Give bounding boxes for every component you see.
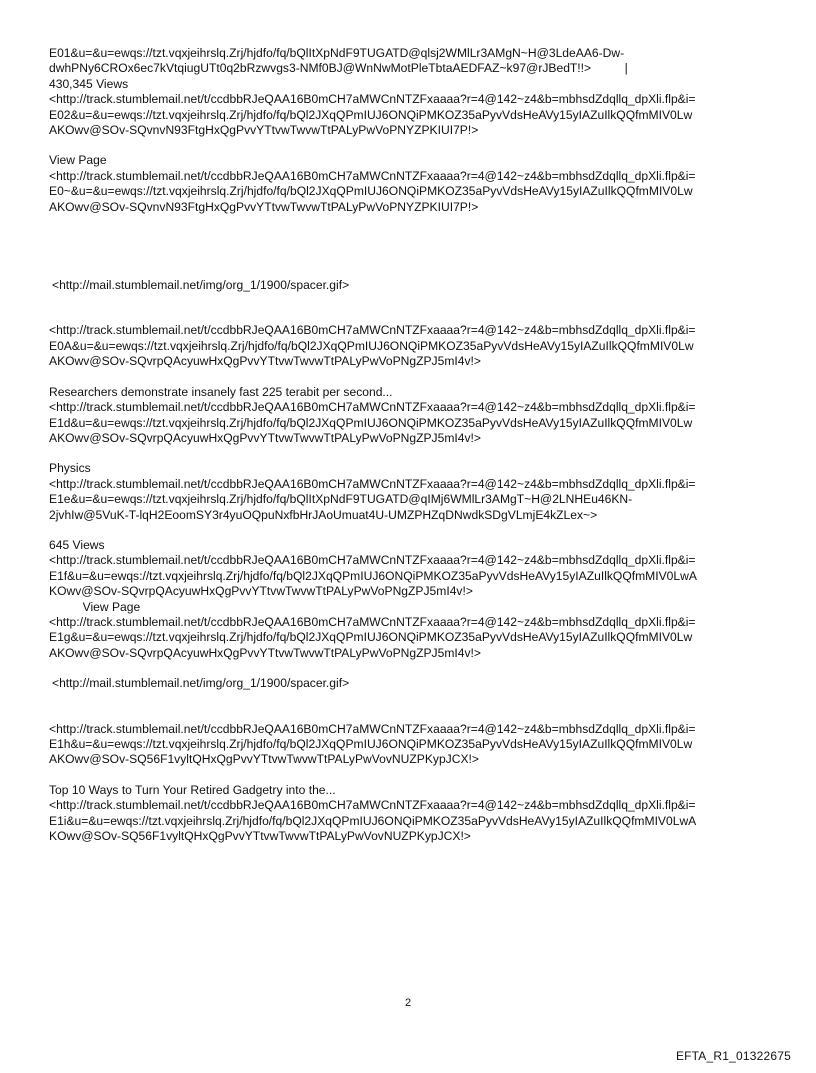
text-block-tracking-link: <http://track.stumblemail.net/t/ccdbbRJeQAA16B0mCH7aMWCnNTZFxaaaa?r=4@142~z4&b=mbhsdZdqllq_dpXli.flp&i= E0A&u=&u=ewqs://tzt.vqxjeihrslq.Zrj/hjdfo/fq/bQl2JXqQPmIUJ6ONQiPMKOZ35aPyvVdsHeAVy15yIAZuIlkQQfmMIV0Lw AKOwv@SOv-SQvrpQAcyuwHxQgPvvYTtvwTwvwTtPALyPwVoPNgZPJ5mI4v!>: [49, 323, 696, 369]
text-block-645-views: 645 Views <http://track.stumblemail.net/t/ccdbbRJeQAA16B0mCH7aMWCnNTZFxaaaa?r=4@142~z4&b=mbhsdZdqllq_dpXli.flp&i= E1f&u=&u=ewqs://tzt.vqxjeihrslq.Zrj/hjdfo/fq/bQl2JXqQPmIUJ6ONQiPMKOZ35aPyvVdsHeAVy15yIAZuIlkQQfmMIV0LwA KOwv@SOv-SQvrpQAcyuwHxQgPvvYTtvwTwvwTtPALyPwVoPNgZPJ5mI4v!> View Page <http://track.stumblemail.net/t/ccdbbRJeQAA16B0mCH7aMWCnNTZFxaaaa?r=4@142~z4&b=mbhsdZdqllq_dpXli.flp&i= E1g&u=&u=ewqs://tzt.vqxjeihrslq.Zrj/hjdfo/fq/bQl2JXqQPmIUJ6ONQiPMKOZ35aPyvVdsHeAVy15yIAZuIlkQQfmMIV0Lw AKOwv@SOv-SQvrpQAcyuwHxQgPvvYTtvwTwvwTtPALyPwVoPNgZPJ5mI4v!>: [49, 537, 697, 660]
text-block-view-page: View Page <http://track.stumblemail.net/t/ccdbbRJeQAA16B0mCH7aMWCnNTZFxaaaa?r=4@142~z4&b=mbhsdZdqllq_dpXli.flp&i= E0~&u=&u=ewqs://tzt.vqxjeihrslq.Zrj/hjdfo/fq/bQl2JXqQPmIUJ6ONQiPMKOZ35aPyvVdsHeAVy15yIAZuIlkQQfmMIV0Lw AKOwv@SOv-SQvnvN93FtgHxQgPvvYTtvwTwvwTtPALyPwVoPNYZPKIUI7P!>: [49, 153, 696, 214]
page-number: 2: [404, 997, 412, 1009]
text-block-physics: Physics <http://track.stumblemail.net/t/ccdbbRJeQAA16B0mCH7aMWCnNTZFxaaaa?r=4@142~z4&b=mbhsdZdqllq_dpXli.flp&i= E1e&u=&u=ewqs://tzt.vqxjeihrslq.Zrj/hjdfo/fq/bQlItXpNdF9TUGATD@qIMj6WMlLr3AMgT~H@2LNHEu46KN- 2jvhIw@5VuK-T-lqH2EoomSY3r4yuOQpuNxfbHrJAoUmuat4U-UMZPHZqDNwdkSDgVLmjE4kZLex~>: [49, 461, 696, 522]
document-body: [49, 46, 779, 844]
text-block-top10-headline: Top 10 Ways to Turn Your Retired Gadgetry into the... <http://track.stumblemail.net/t/ccdbbRJeQAA16B0mCH7aMWCnNTZFxaaaa?r=4@142~z4&b=mbhsdZdqllq_dpXli.flp&i= E1i&u=&u=ewqs://tzt.vqxjeihrslq.Zrj/hjdfo/fq/bQl2JXqQPmIUJ6ONQiPMKOZ35aPyvVdsHeAVy15yIAZuIlkQQfmMIV0LwA KOwv@SOv-SQ56F1vyltQHxQgPvvYTtvwTwvwTtPALyPwVovNUZPKypJCX!>: [49, 782, 697, 844]
text-block-views-count: E01&u=&u=ewqs://tzt.vqxjeihrslq.Zrj/hjdfo/fq/bQlItXpNdF9TUGATD@qlsj2WMlLr3AMgN~H@3LdeAA6-Dw- dwhPNy6CROx6ec7kVtqiugUTt0q2bRzwvgs3-NMf0BJ@WnNwMotPleTbtaAEDFAZ~k97@rJBedT!!> | 430,345 Views <http://track.stumblemail.net/t/ccdbbRJeQAA16B0mCH7aMWCnNTZFxaaaa?r=4@142~z4&b=mbhsdZdqllq_dpXli.flp&i= E02&u=&u=ewqs://tzt.vqxjeihrslq.Zrj/hjdfo/fq/bQl2JXqQPmIUJ6ONQiPMKOZ35aPyvVdsHeAVy15yIAZuIlkQQfmMIV0Lw AKOwv@SOv-SQvnvN93FtgHxQgPvvYTtvwTwvwTtPALyPwVoPNYZPKIUI7P!>: [49, 46, 696, 138]
text-block-researchers-headline: Researchers demonstrate insanely fast 225 terabit per second... <http://track.stumblemail.net/t/ccdbbRJeQAA16B0mCH7aMWCnNTZFxaaaa?r=4@142~z4&b=mbhsdZdqllq_dpXli.flp&i= E1d&u=&u=ewqs://tzt.vqxjeihrslq.Zrj/hjdfo/fq/bQl2JXqQPmIUJ6ONQiPMKOZ35aPyvVdsHeAVy15yIAZuIlkQQfmMIV0Lw AKOwv@SOv-SQvrpQAcyuwHxQgPvvYTtvwTwvwTtPALyPwVoPNgZPJ5mI4v!>: [49, 384, 696, 445]
spacer-image-link-2: <http://mail.stumblemail.net/img/org_1/1900/spacer.gif>: [52, 676, 350, 691]
bates-id: EFTA_R1_01322675: [675, 1049, 791, 1063]
spacer-image-link: <http://mail.stumblemail.net/img/org_1/1900/spacer.gif>: [52, 278, 350, 293]
text-block-tracking-link-2: <http://track.stumblemail.net/t/ccdbbRJeQAA16B0mCH7aMWCnNTZFxaaaa?r=4@142~z4&b=mbhsdZdqllq_dpXli.flp&i= E1h&u=&u=ewqs://tzt.vqxjeihrslq.Zrj/hjdfo/fq/bQl2JXqQPmIUJ6ONQiPMKOZ35aPyvVdsHeAVy15yIAZuIlkQQfmMIV0Lw AKOwv@SOv-SQ56F1vyltQHxQgPvvYTtvwTwvwTtPALyPwVovNUZPKypJCX!>: [49, 721, 696, 767]
